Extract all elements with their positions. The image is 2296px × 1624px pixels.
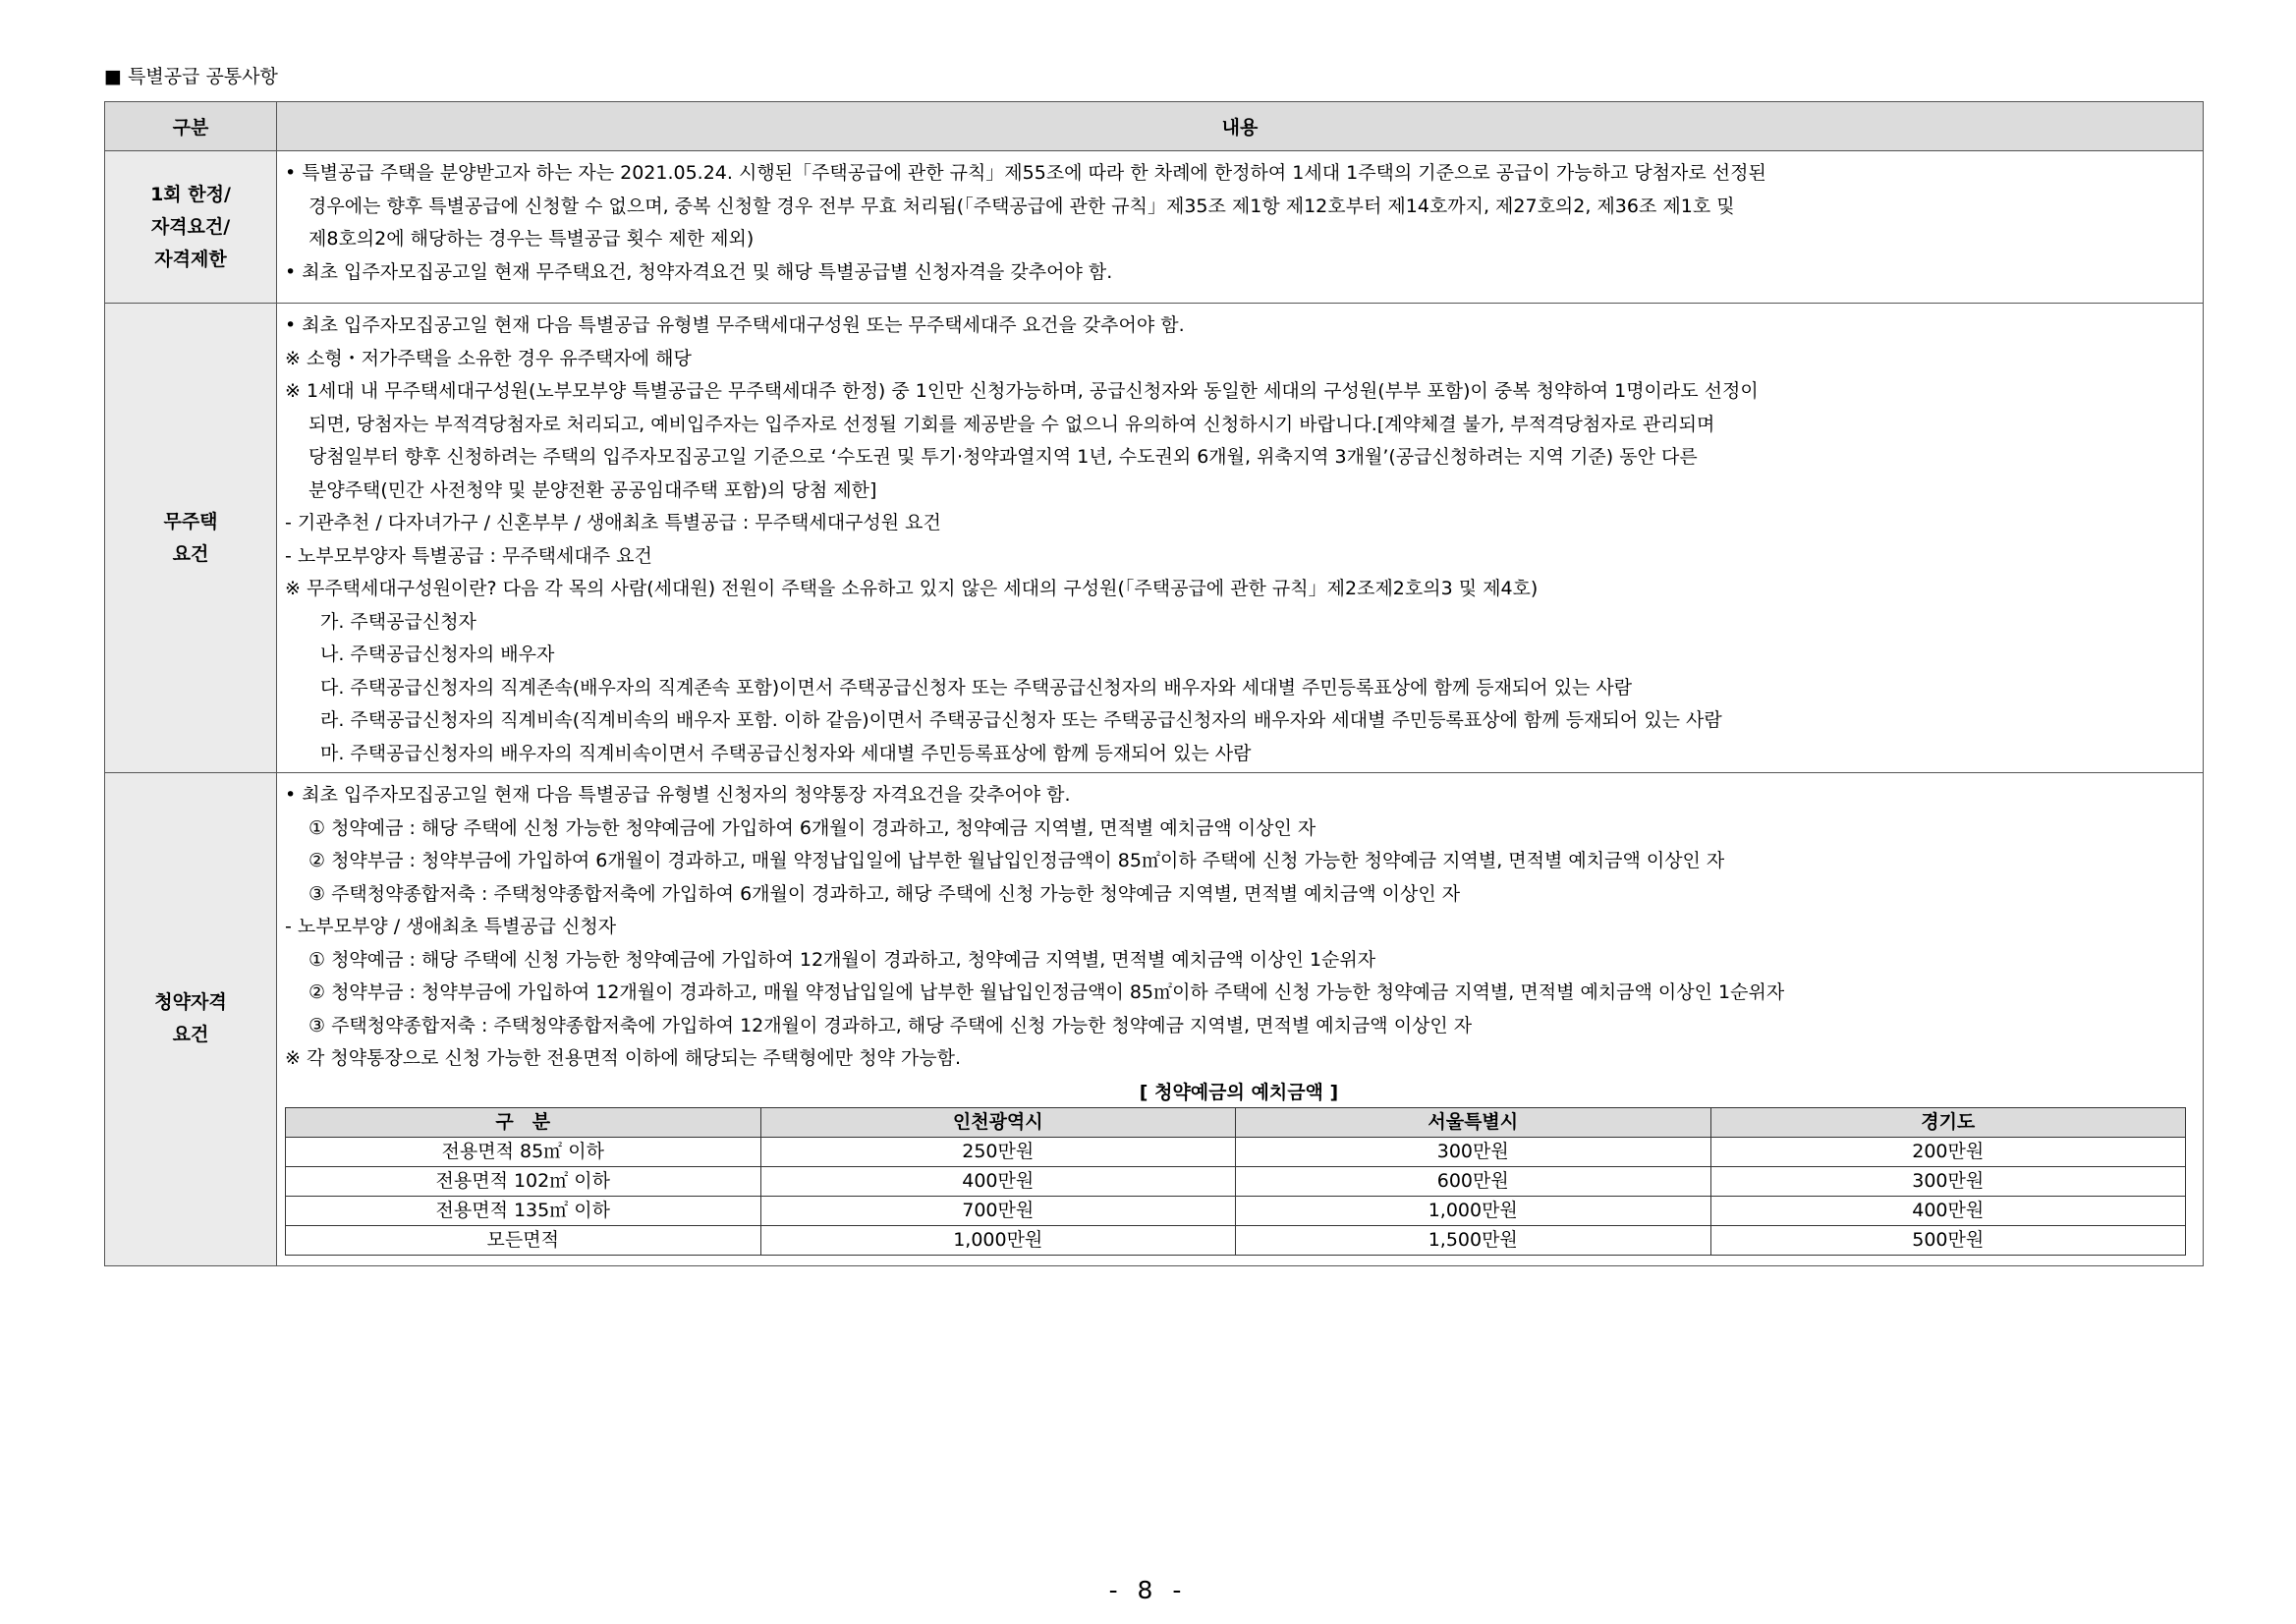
deposit-cell: 전용면적 102㎡ 이하: [286, 1166, 761, 1196]
deposit-cell: 700만원: [760, 1196, 1236, 1225]
header-content: 내용: [277, 102, 2204, 151]
deposit-cell: 400만원: [1710, 1196, 2186, 1225]
page-number: - 8 -: [1108, 1576, 1188, 1604]
deposit-header-cell: 구 분: [286, 1107, 761, 1137]
table-row: [105, 773, 2204, 1266]
content-line: ② 청약부금 : 청약부금에 가입하여 6개월이 경과하고, 매월 약정납입일에 납부한 월납입인정금액이 85㎡이하 주택에 신청 가능한 청약예금 지역별, 면적별 예치금액 이상인 자: [308, 850, 1725, 871]
content-line: ※ 소형・저가주택을 소유한 경우 유주택자에 해당: [285, 347, 692, 369]
deposit-cell: 전용면적 85㎡ 이하: [286, 1137, 761, 1166]
deposit-row: [286, 1166, 2186, 1196]
content-line: • 특별공급 주택을 분양받고자 하는 자는 2021.05.24. 시행된「주택공급에 관한 규칙」제55조에 따라 한 차례에 한정하여 1세대 1주택의 기준으로 공급이 가능하고 당첨자로 선정된: [285, 162, 1766, 184]
content-line: 제8호의2에 해당하는 경우는 특별공급 횟수 제한 제외): [308, 228, 755, 250]
content-line: 경우에는 향후 특별공급에 신청할 수 없으며, 중복 신청할 경우 전부 무효 처리됨(「주택공급에 관한 규칙」제35조 제1항 제12호부터 제14호까지, 제27호의2, 제36조 제1호 및: [308, 195, 1735, 217]
category-line: 1회 한정/: [150, 183, 231, 205]
deposit-cell: 전용면적 135㎡ 이하: [286, 1196, 761, 1225]
table-row: [105, 304, 2204, 773]
deposit-cell: 1,500만원: [1236, 1225, 1711, 1255]
row-category: [105, 151, 277, 304]
content-line: 나. 주택공급신청자의 배우자: [320, 644, 555, 665]
deposit-header-cell: 경기도: [1710, 1107, 2186, 1137]
content-line: 가. 주택공급신청자: [320, 610, 476, 633]
category-line: 요건: [172, 1024, 209, 1046]
content-line: ※ 각 청약통장으로 신청 가능한 전용면적 이하에 해당되는 주택형에만 청약 가능함.: [285, 1047, 962, 1069]
category-line: 무주택: [163, 510, 218, 532]
deposit-cell: 400만원: [760, 1166, 1236, 1196]
table-row: [105, 151, 2204, 304]
content-line: 라. 주택공급신청자의 직계비속(직계비속의 배우자 포함. 이하 같음)이면서 주택공급신청자 또는 주택공급신청자의 배우자와 세대별 주민등록표상에 함께 등재되어 있는 사람: [320, 709, 1722, 731]
deposit-table: [285, 1107, 2186, 1256]
common-terms-table: [104, 101, 2204, 1266]
category-line: 자격요건/: [150, 215, 231, 238]
deposit-cell: 1,000만원: [760, 1225, 1236, 1255]
deposit-cell: 300만원: [1710, 1166, 2186, 1196]
deposit-row: [286, 1196, 2186, 1225]
deposit-header-cell: 인천광역시: [760, 1107, 1236, 1137]
content-line: 마. 주택공급신청자의 배우자의 직계비속이면서 주택공급신청자와 세대별 주민등록표상에 함께 등재되어 있는 사람: [320, 742, 1252, 764]
deposit-table-caption: [ 청약예금의 예치금액 ]: [1139, 1081, 1339, 1103]
header-category: 구분: [105, 102, 277, 151]
deposit-cell: 모든면적: [286, 1225, 761, 1255]
content-line: - 기관추천 / 다자녀가구 / 신혼부부 / 생애최초 특별공급 : 무주택세대구성원 요건: [285, 512, 941, 533]
deposit-cell: 300만원: [1236, 1137, 1711, 1166]
deposit-cell: 500만원: [1710, 1225, 2186, 1255]
content-line: 되면, 당첨자는 부적격당첨자로 처리되고, 예비입주자는 입주자로 선정될 기회를 제공받을 수 없으니 유의하여 신청하시기 바랍니다.[계약체결 불가, 부적격당첨자로 관리되며: [308, 413, 1715, 435]
section-title: ■ 특별공급 공통사항: [104, 66, 278, 87]
deposit-cell: 1,000만원: [1236, 1196, 1711, 1225]
content-line: ② 청약부금 : 청약부금에 가입하여 12개월이 경과하고, 매월 약정납입일에 납부한 월납입인정금액이 85㎡이하 주택에 신청 가능한 청약예금 지역별, 면적별 예치금액 이상인 1순위자: [308, 981, 1785, 1003]
deposit-row: [286, 1225, 2186, 1255]
category-line: 청약자격: [154, 991, 227, 1014]
content-line: ※ 1세대 내 무주택세대구성원(노부모부양 특별공급은 무주택세대주 한정) 중 1인만 신청가능하며, 공급신청자와 동일한 세대의 구성원(부부 포함)이 중복 청약하여 1명이라도 선정이: [285, 380, 1759, 402]
content-line: ③ 주택청약종합저축 : 주택청약종합저축에 가입하여 12개월이 경과하고, 해당 주택에 신청 가능한 청약예금 지역별, 면적별 예치금액 이상인 자: [308, 1014, 1473, 1036]
deposit-cell: 600만원: [1236, 1166, 1711, 1196]
category-line: 자격제한: [154, 248, 227, 270]
table-header-row: [105, 102, 2204, 151]
content-line: ① 청약예금 : 해당 주택에 신청 가능한 청약예금에 가입하여 12개월이 경과하고, 청약예금 지역별, 면적별 예치금액 이상인 1순위자: [308, 948, 1376, 971]
content-line: 다. 주택공급신청자의 직계존속(배우자의 직계존속 포함)이면서 주택공급신청자 또는 주택공급신청자의 배우자와 세대별 주민등록표상에 함께 등재되어 있는 사람: [320, 676, 1633, 699]
deposit-header-row: [286, 1107, 2186, 1137]
content-line: 당첨일부터 향후 신청하려는 주택의 입주자모집공고일 기준으로 ‘수도권 및 투기·청약과열지역 1년, 수도권외 6개월, 위축지역 3개월’(공급신청하려는 지역 기준) 동안 다른: [308, 446, 1698, 468]
content-line: • 최초 입주자모집공고일 현재 다음 특별공급 유형별 신청자의 청약통장 자격요건을 갖추어야 함.: [285, 784, 1071, 806]
content-line: • 최초 입주자모집공고일 현재 다음 특별공급 유형별 무주택세대구성원 또는 무주택세대주 요건을 갖추어야 함.: [285, 314, 1185, 336]
row-content: [277, 304, 2204, 773]
content-line: - 노부모부양자 특별공급 : 무주택세대주 요건: [285, 544, 652, 567]
deposit-row: [286, 1137, 2186, 1166]
content-line: • 최초 입주자모집공고일 현재 무주택요건, 청약자격요건 및 해당 특별공급별 신청자격을 갖추어야 함.: [285, 260, 1113, 283]
content-line: 분양주택(민간 사전청약 및 분양전환 공공임대주택 포함)의 당첨 제한]: [308, 478, 877, 501]
row-category: [105, 304, 277, 773]
row-content: [277, 151, 2204, 304]
content-line: - 노부모부양 / 생애최초 특별공급 신청자: [285, 916, 617, 937]
deposit-cell: 200만원: [1710, 1137, 2186, 1166]
content-line: ① 청약예금 : 해당 주택에 신청 가능한 청약예금에 가입하여 6개월이 경과하고, 청약예금 지역별, 면적별 예치금액 이상인 자: [308, 816, 1316, 839]
category-line: 요건: [172, 542, 209, 565]
content-line: ※ 무주택세대구성원이란? 다음 각 목의 사람(세대원) 전원이 주택을 소유하고 있지 않은 세대의 구성원(「주택공급에 관한 규칙」제2조제2호의3 및 제4호): [285, 578, 1539, 599]
deposit-cell: 250만원: [760, 1137, 1236, 1166]
row-content: [277, 773, 2204, 1266]
content-line: ③ 주택청약종합저축 : 주택청약종합저축에 가입하여 6개월이 경과하고, 해당 주택에 신청 가능한 청약예금 지역별, 면적별 예치금액 이상인 자: [308, 882, 1461, 905]
deposit-header-cell: 서울특별시: [1236, 1107, 1711, 1137]
row-category: [105, 773, 277, 1266]
